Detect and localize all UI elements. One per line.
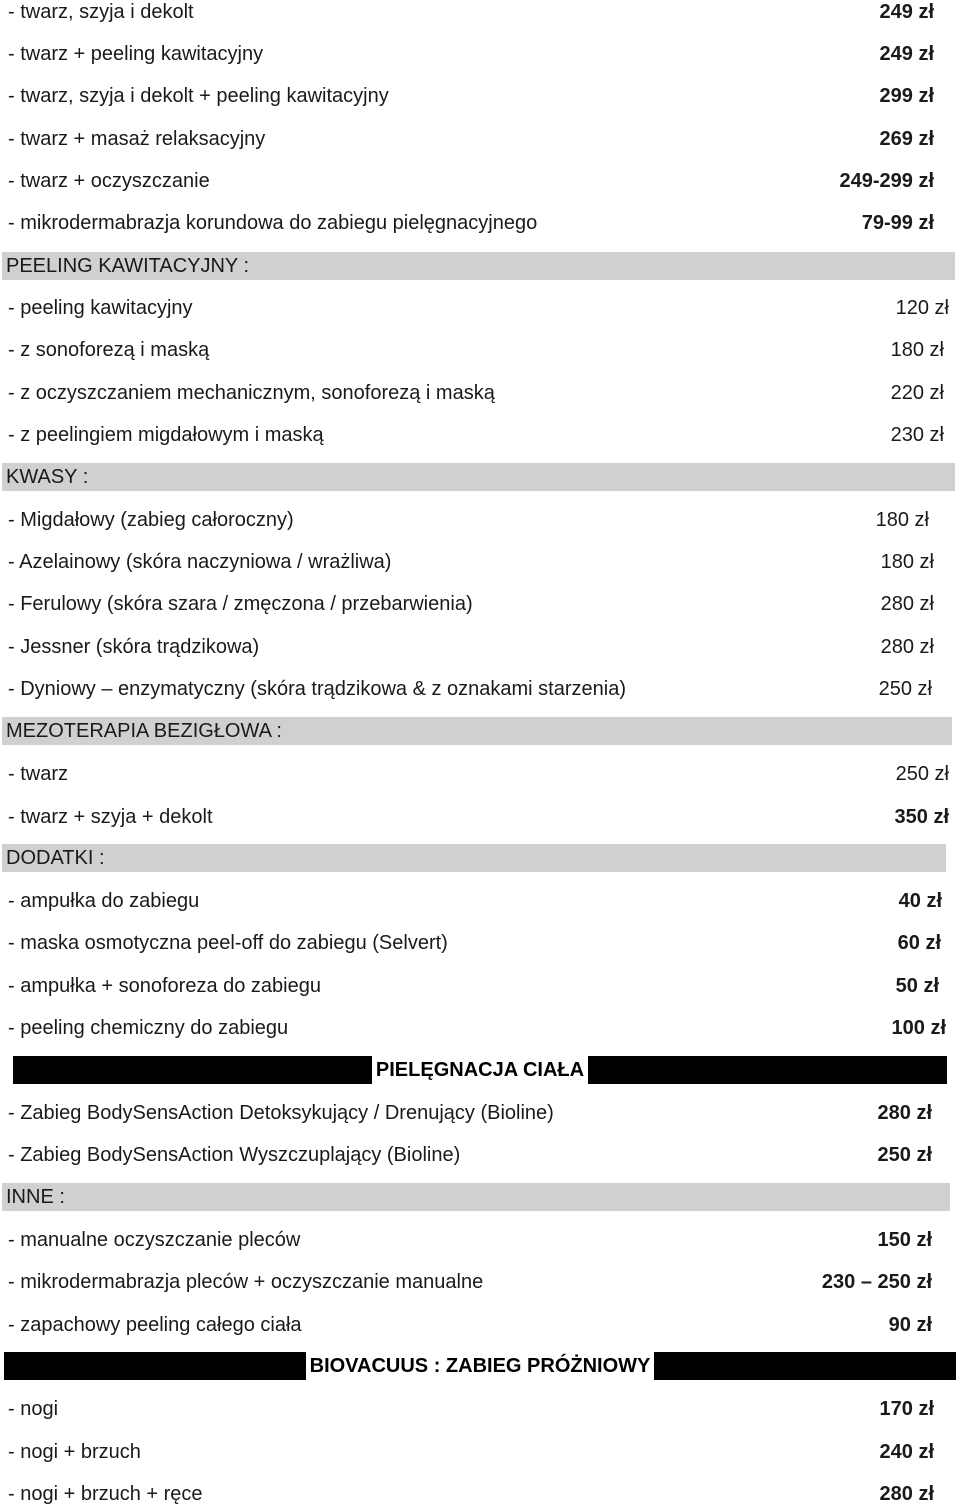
section-header-inne: INNE : [2, 1183, 950, 1211]
section-header-pielegnacja-ciala: PIELĘGNACJA CIAŁA [13, 1056, 947, 1084]
section-header-dodatki: DODATKI : [2, 844, 946, 872]
section-header-kwasy: KWASY : [2, 463, 955, 491]
section-header-mezoterapia: MEZOTERAPIA BEZIGŁOWA : [2, 717, 952, 745]
section-header-biovacuus: BIOVACUUS : ZABIEG PRÓŻNIOWY [4, 1352, 956, 1380]
section-header-peeling: PEELING KAWITACYJNY : [2, 252, 955, 280]
